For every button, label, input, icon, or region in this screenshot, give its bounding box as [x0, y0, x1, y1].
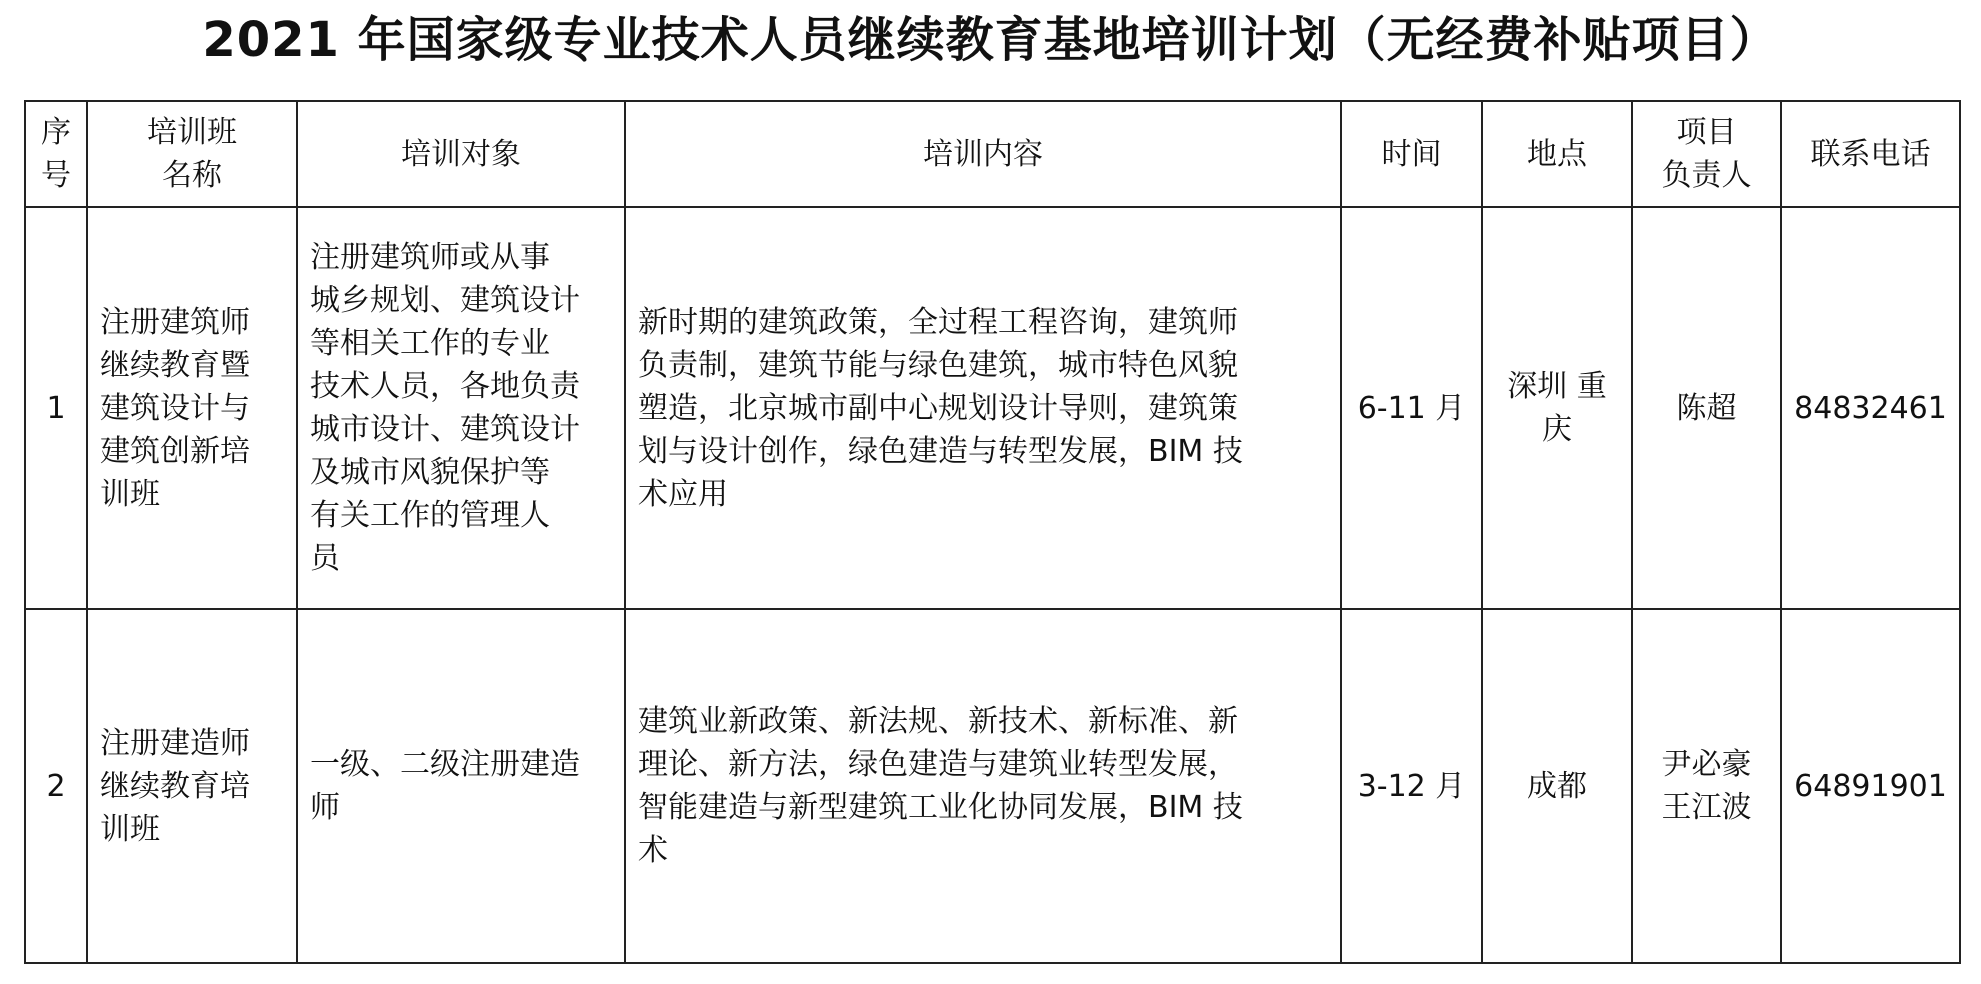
cell-target [297, 207, 625, 609]
class-name-line: 继续教育暨 [100, 347, 250, 383]
leader-line: 王江波 [1661, 790, 1752, 825]
table-header-row [25, 101, 1960, 207]
training-plan-table [24, 100, 1961, 964]
content-line: 术 [638, 833, 668, 868]
target-line: 城乡规划、建筑设计 [310, 283, 580, 318]
header-time [1341, 101, 1482, 207]
header-target [297, 101, 625, 207]
class-name-line: 训班 [100, 476, 160, 512]
header-index [25, 101, 87, 207]
class-name-line: 注册建造师 [100, 725, 250, 761]
target-line: 城市设计、建筑设计 [310, 412, 580, 447]
cell-time: 6-11 月 [1341, 207, 1482, 609]
header-class-name-line-1: 培训班 [147, 115, 237, 150]
target-line: 注册建筑师或从事 [310, 240, 550, 275]
header-class-name [87, 101, 297, 207]
place-line: 深圳 重 [1507, 369, 1607, 404]
cell-place [1482, 609, 1632, 963]
content-line: 负责制，建筑节能与绿色建筑，城市特色风貌 [638, 347, 1238, 383]
leader-line: 陈超 [1676, 390, 1737, 426]
class-name-line: 建筑创新培 [100, 433, 250, 469]
header-leader-line-1: 项目 [1676, 115, 1737, 150]
class-name-line: 建筑设计与 [100, 390, 250, 426]
target-line: 师 [310, 790, 340, 825]
header-phone-label: 联系电话 [1810, 136, 1931, 172]
content-line: 建筑业新政策、新法规、新技术、新标准、新 [638, 704, 1238, 739]
target-line: 等相关工作的专业 [310, 326, 550, 361]
place-line: 庆 [1542, 412, 1572, 447]
header-place-label: 地点 [1527, 136, 1587, 172]
target-line: 一级、二级注册建造 [310, 747, 580, 782]
table-row [25, 609, 1960, 963]
content-line: 理论、新方法，绿色建造与建筑业转型发展， [638, 747, 1238, 782]
header-index-line-2: 号 [41, 158, 71, 193]
target-line: 技术人员，各地负责 [310, 369, 580, 404]
header-target-label: 培训对象 [401, 136, 521, 172]
leader-line: 尹必豪 [1661, 747, 1752, 782]
content-line: 术应用 [638, 476, 728, 512]
class-name-line: 训班 [100, 811, 160, 847]
cell-place [1482, 207, 1632, 609]
header-class-name-line-2: 名称 [162, 158, 222, 193]
table-row [25, 207, 1960, 609]
header-phone [1781, 101, 1960, 207]
cell-content [625, 207, 1341, 609]
cell-class-name [87, 207, 297, 609]
class-name-line: 继续教育培 [100, 768, 250, 804]
cell-content [625, 609, 1341, 963]
header-index-line-1: 序 [41, 115, 71, 150]
header-leader-line-2: 负责人 [1661, 158, 1752, 193]
cell-index: 2 [25, 609, 87, 963]
target-line: 及城市风貌保护等 [310, 455, 550, 490]
cell-class-name [87, 609, 297, 963]
target-line: 员 [310, 541, 340, 576]
header-content-label: 培训内容 [923, 136, 1043, 172]
content-line: 划与设计创作，绿色建造与转型发展，BIM 技 [638, 433, 1243, 469]
cell-phone: 84832461 [1781, 207, 1960, 609]
header-place [1482, 101, 1632, 207]
target-line: 有关工作的管理人 [310, 498, 550, 533]
cell-index: 1 [25, 207, 87, 609]
document-title: 2021 年国家级专业技术人员继续教育基地培训计划（无经费补贴项目） [202, 12, 1779, 68]
class-name-line: 注册建筑师 [100, 304, 250, 340]
content-line: 智能建造与新型建筑工业化协同发展，BIM 技 [638, 790, 1243, 825]
cell-leader [1632, 609, 1781, 963]
header-leader [1632, 101, 1781, 207]
cell-phone: 64891901 [1781, 609, 1960, 963]
header-time-label: 时间 [1381, 136, 1442, 172]
cell-time: 3-12 月 [1341, 609, 1482, 963]
header-content [625, 101, 1341, 207]
content-line: 塑造，北京城市副中心规划设计导则，建筑策 [638, 390, 1238, 426]
cell-leader [1632, 207, 1781, 609]
cell-target [297, 609, 625, 963]
content-line: 新时期的建筑政策，全过程工程咨询，建筑师 [638, 304, 1238, 340]
place-line: 成都 [1527, 768, 1587, 804]
